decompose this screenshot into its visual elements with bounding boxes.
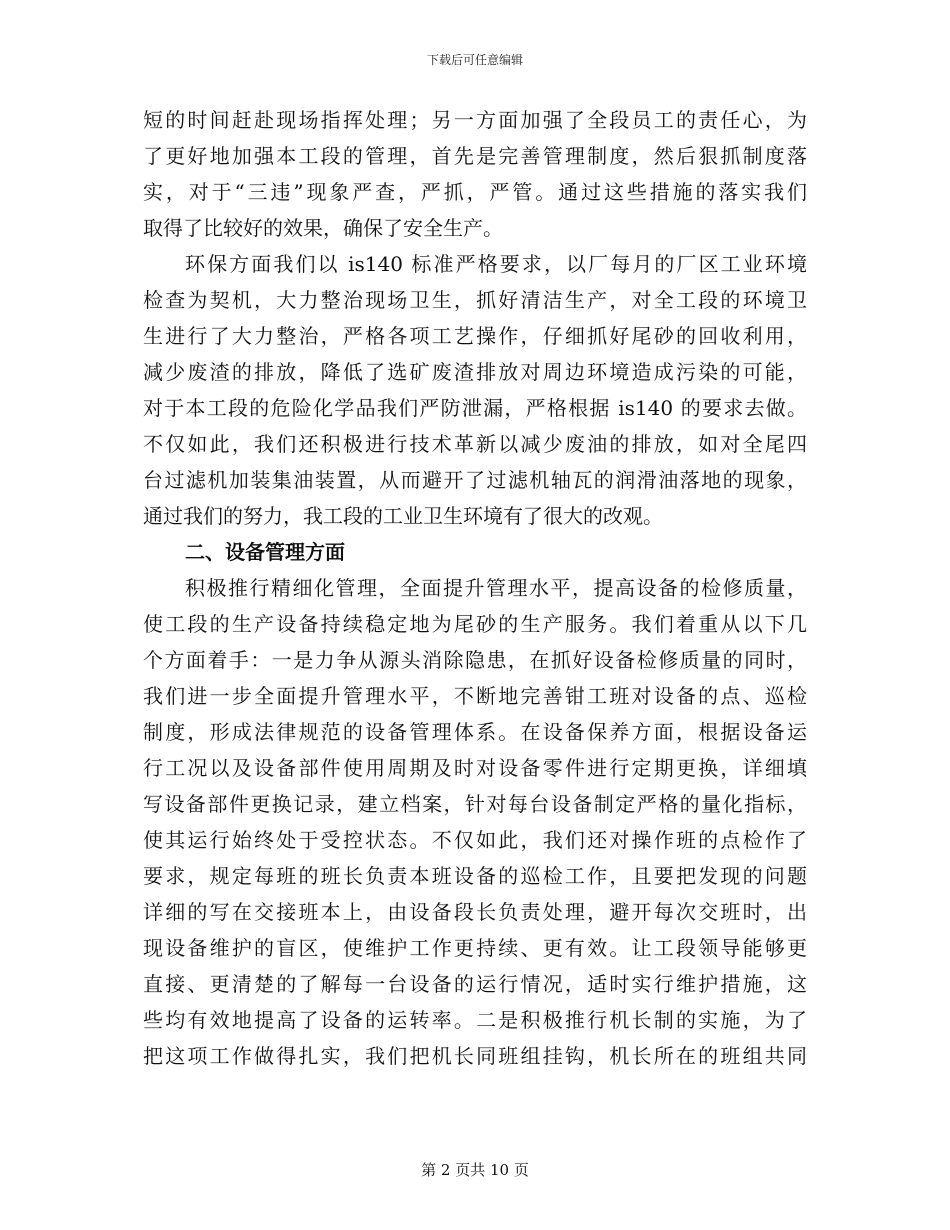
- page-header: 下载后可任意编辑: [426, 53, 523, 67]
- body-line: 些均有效地提高了设备的运转率。二是积极推行机长制的实施，为了: [143, 1008, 807, 1032]
- body-line: 要求，规定每班的班长负责本班设备的巡检工作，且要把发现的问题: [143, 864, 807, 888]
- body-line: 行工况以及设备部件使用周期及时对设备零件进行定期更换，详细填: [143, 756, 807, 780]
- body-line: 个方面着手：一是力争从源头消除隐患，在抓好设备检修质量的同时，: [143, 648, 807, 672]
- body-line: 减少废渣的排放，降低了选矿废渣排放对周边环境造成污染的可能，: [143, 360, 807, 384]
- body-line: 取得了比较好的效果，确保了安全生产。: [143, 216, 503, 240]
- paragraph-first-line: 环保方面我们以 is140 标准严格要求，以厂每月的厂区工业环境: [185, 252, 807, 276]
- body-line: 制度，形成法律规范的设备管理体系。在设备保养方面，根据设备运: [143, 720, 807, 744]
- body-line: 把这项工作做得扎实，我们把机长同班组挂钩，机长所在的班组共同: [143, 1044, 807, 1068]
- body-line: 直接、更清楚的了解每一台设备的运行情况，适时实行维护措施，这: [143, 972, 807, 996]
- body-line: 写设备部件更换记录，建立档案，针对每台设备制定严格的量化指标，: [143, 792, 807, 816]
- body-line: 生进行了大力整治，严格各项工艺操作，仔细抓好尾砂的回收利用，: [143, 324, 807, 348]
- paragraph-first-line: 积极推行精细化管理，全面提升管理水平，提高设备的检修质量，: [185, 576, 807, 600]
- body-line: 详细的写在交接班本上，由设备段长负责处理，避开每次交班时，出: [143, 900, 807, 924]
- body-line: 了更好地加强本工段的管理，首先是完善管理制度，然后狠抓制度落: [143, 144, 807, 168]
- page-number: 第 2 页共 10 页: [421, 1161, 529, 1179]
- body-line: 现设备维护的盲区，使维护工作更持续、更有效。让工段领导能够更: [143, 936, 807, 960]
- body-line: 台过滤机加装集油装置，从而避开了过滤机轴瓦的润滑油落地的现象，: [143, 468, 807, 492]
- body-line: 使工段的生产设备持续稳定地为尾砂的生产服务。我们着重从以下几: [143, 612, 807, 636]
- body-line: 不仅如此，我们还积极进行技术革新以减少废油的排放，如对全尾四: [143, 432, 807, 456]
- body-line: 短的时间赶赴现场指挥处理；另一方面加强了全段员工的责任心，为: [143, 108, 807, 132]
- section-heading: 二、设备管理方面: [185, 540, 345, 564]
- body-line: 对于本工段的危险化学品我们严防泄漏，严格根据 is140 的要求去做。: [143, 396, 807, 420]
- document-body: [143, 102, 807, 1074]
- body-line: 检查为契机，大力整治现场卫生，抓好清洁生产，对全工段的环境卫: [143, 288, 807, 312]
- body-line: 使其运行始终处于受控状态。不仅如此，我们还对操作班的点检作了: [143, 828, 807, 852]
- body-line: 我们进一步全面提升管理水平，不断地完善钳工班对设备的点、巡检: [143, 684, 807, 708]
- body-line: 实，对于“三违”现象严查，严抓，严管。通过这些措施的落实我们: [143, 180, 807, 204]
- body-line: 通过我们的努力，我工段的工业卫生环境有了很大的改观。: [143, 504, 663, 528]
